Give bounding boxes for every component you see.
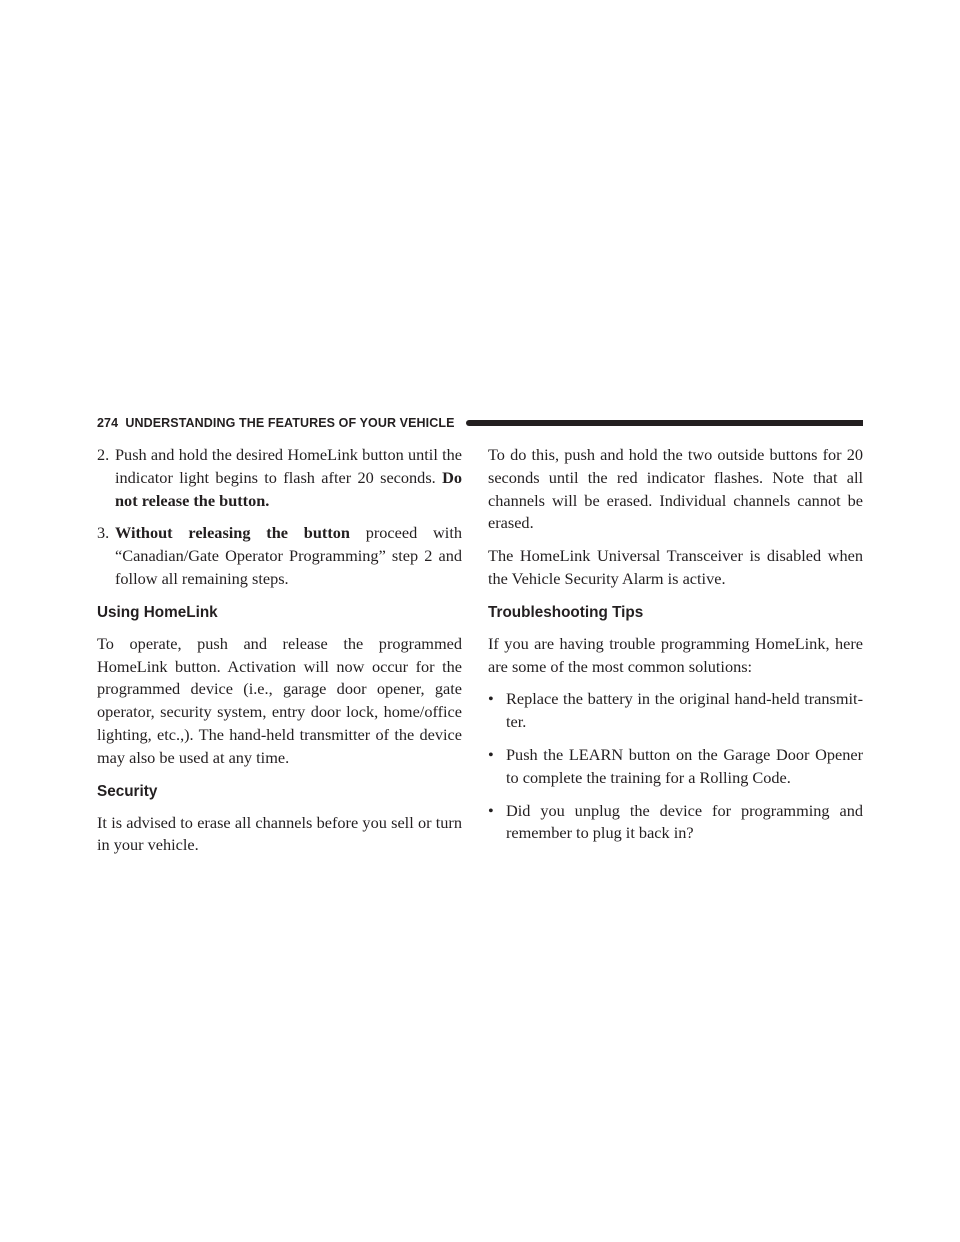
page-header bbox=[97, 413, 863, 433]
step-3-text: proceed with “Canadian/Gate Operator Programming” step 2 and follow all remaining steps. bbox=[115, 523, 462, 588]
header-rule bbox=[466, 420, 863, 426]
step-3-emphasis: Without releasing the button bbox=[115, 523, 350, 543]
bullet-icon: • bbox=[488, 800, 494, 820]
list-item-text: Push the LEARN button on the Garage Door Opener to complete the training for a Rolling Code. bbox=[506, 744, 863, 787]
step-2 bbox=[97, 444, 462, 512]
using-homelink-paragraph: To operate, push and release the programmed HomeLink button. Activation will now occur for the programmed device (i.e., garage door opener, gate operator, security system, entry door lock, home/office lighting, etc.,). The hand-held transmitter of the device may also be used at any time. bbox=[97, 633, 462, 767]
erase-instructions-paragraph: To do this, push and hold the two outside buttons for 20 seconds until the red indicator flashes. Note that all channels will be erased. Individual channels cannot be erased. bbox=[488, 445, 863, 533]
step-2-warning: Do not release the button. bbox=[115, 467, 462, 510]
list-item-text: Did you unplug the device for programming and remember to plug it back in? bbox=[506, 800, 863, 843]
step-text bbox=[115, 444, 462, 512]
troubleshooting-intro: If you are having trouble programming HomeLink, here are some of the most common solutions: bbox=[488, 633, 863, 676]
list-item bbox=[488, 800, 863, 846]
header-text bbox=[97, 413, 455, 433]
list-item bbox=[488, 688, 863, 734]
security-paragraph: It is advised to erase all channels before you sell or turn in your vehicle. bbox=[97, 812, 462, 855]
step-text bbox=[115, 522, 462, 590]
troubleshooting-heading: Troubleshooting Tips bbox=[488, 603, 644, 621]
step-2-text: Push and hold the desired HomeLink button until the indicator light begins to flash after 20 seconds. bbox=[115, 445, 462, 487]
right-column bbox=[488, 444, 863, 855]
transceiver-disabled-paragraph: The HomeLink Universal Transceiver is disabled when the Vehicle Security Alarm is active. bbox=[488, 546, 863, 588]
bullet-icon: • bbox=[488, 744, 494, 764]
using-homelink-heading: Using HomeLink bbox=[97, 603, 218, 621]
step-number: 2. bbox=[97, 445, 110, 464]
bullet-icon: • bbox=[488, 689, 494, 709]
step-number: 3. bbox=[97, 523, 110, 543]
list-item-text: Replace the battery in the original hand-held transmit-ter. bbox=[506, 689, 863, 732]
page-number: 274 bbox=[97, 416, 119, 430]
section-title: UNDERSTANDING THE FEATURES OF YOUR VEHICLE bbox=[125, 416, 455, 430]
left-column bbox=[97, 444, 462, 857]
list-item bbox=[488, 744, 863, 790]
step-3 bbox=[97, 522, 462, 590]
security-heading: Security bbox=[97, 782, 158, 800]
